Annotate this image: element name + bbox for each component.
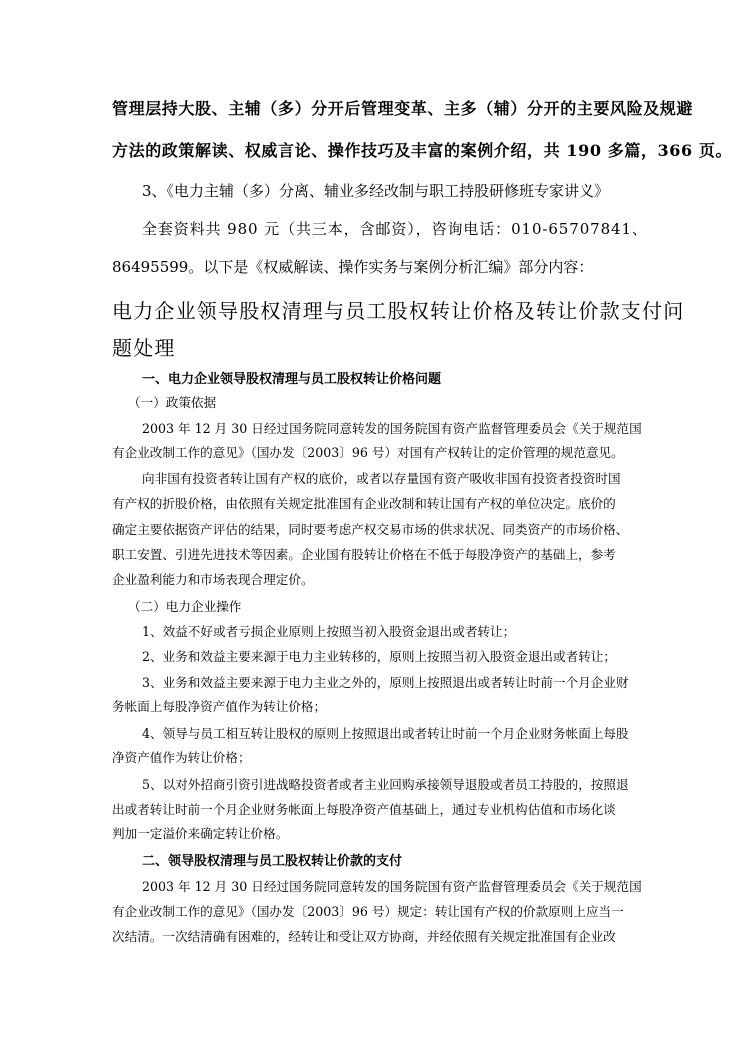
intro-line-2: 方法的政策解读、权威言论、操作技巧及丰富的案例介绍，共 190 多篇，366 页。 (112, 141, 733, 160)
s1-item-4-line-2: 净资产值作为转让价格； (112, 750, 251, 765)
s1-item-3-line-2: 务帐面上每股净资产值作为转让价格； (112, 699, 327, 714)
intro-price-line-1: 全套资料共 980 元（共三本，含邮资），咨询电话：010-65707841、 (142, 220, 648, 238)
s2-p-line-1: 2003 年 12 月 30 日经过国务院同意转发的国务院国有资产监督管理委员会《关于规范国 (142, 879, 642, 894)
intro-price-line-2: 86495599。以下是《权威解读、操作实务与案例分析汇编》部分内容： (112, 258, 594, 276)
section-1-sub-2: （二）电力企业操作 (128, 599, 242, 614)
s1-p2-line-3: 确定主要依据资产评估的结果，同时要考虑产权交易市场的供求状况、同类资产的市场价格、 (112, 522, 629, 537)
s2-p-line-2: 有企业改制工作的意见》（国办发〔2003〕96 号）规定：转让国有产权的价款原则上应当一 (112, 904, 624, 919)
s2-p-line-3: 次结清。一次结清确有困难的，经转让和受让双方协商，并经依照有关规定批准国有企业改 (112, 929, 616, 944)
s1-p2-line-2: 有产权的折股价格，由依照有关规定批准国有企业改制和转让国有产权的单位决定。底价的 (112, 496, 616, 511)
s1-item-3-line-1: 3、业务和效益主要来源于电力主业之外的，原则上按照退出或者转让时前一个月企业财 (142, 675, 629, 690)
article-title-line-1: 电力企业领导股权清理与员工股权转让价格及转让价款支付问 (112, 299, 685, 323)
s1-item-4-line-1: 4、领导与员工相互转让股权的原则上按照退出或者转让时前一个月企业财务帐面上每股 (142, 726, 629, 741)
article-title-line-2: 题处理 (112, 336, 176, 360)
s1-p2-line-5: 企业盈利能力和市场表现合理定价。 (112, 572, 314, 587)
s1-p2-line-4: 职工安置、引进先进技术等因素。企业国有股转让价格在不低于每股净资产的基础上，参考 (112, 547, 616, 562)
section-1-heading: 一、电力企业领导股权清理与员工股权转让价格问题 (142, 372, 442, 387)
intro-item-3: 3、《电力主辅（多）分离、辅业多经改制与职工持股研修班专家讲义》 (142, 182, 610, 200)
s1-item-5-line-1: 5、以对外招商引资引进战略投资者或者主业回购承接领导退股或者员工持股的，按照退 (142, 777, 629, 792)
s1-item-2: 2、业务和效益主要来源于电力主业转移的，原则上按照当初入股资金退出或者转让； (142, 649, 616, 664)
intro-line-1: 管理层持大股、主辅（多）分开后管理变革、主多（辅）分开的主要风险及规避 (112, 99, 694, 118)
s1-item-5-line-3: 判加一定溢价来确定转让价格。 (112, 826, 289, 841)
s1-p2-line-1: 向非国有投资者转让国有产权的底价，或者以存量国有资产吸收非国有投资者投资时国 (142, 471, 621, 486)
s1-item-1: 1、效益不好或者亏损企业原则上按照当初入股资金退出或者转让； (142, 624, 516, 639)
section-2-heading: 二、领导股权清理与员工股权转让价款的支付 (142, 854, 403, 869)
s1-item-5-line-2: 出或者转让时前一个月企业财务帐面上每股净资产值基础上，通过专业机构估值和市场化谈 (112, 802, 616, 817)
s1-p1-line-1: 2003 年 12 月 30 日经过国务院同意转发的国务院国有资产监督管理委员会《关于规范国 (142, 421, 642, 436)
section-1-sub-1: （一）政策依据 (128, 395, 217, 410)
s1-p1-line-2: 有企业改制工作的意见》（国办发〔2003〕96 号）对国有产权转让的定价管理的规范意见。 (112, 445, 624, 460)
